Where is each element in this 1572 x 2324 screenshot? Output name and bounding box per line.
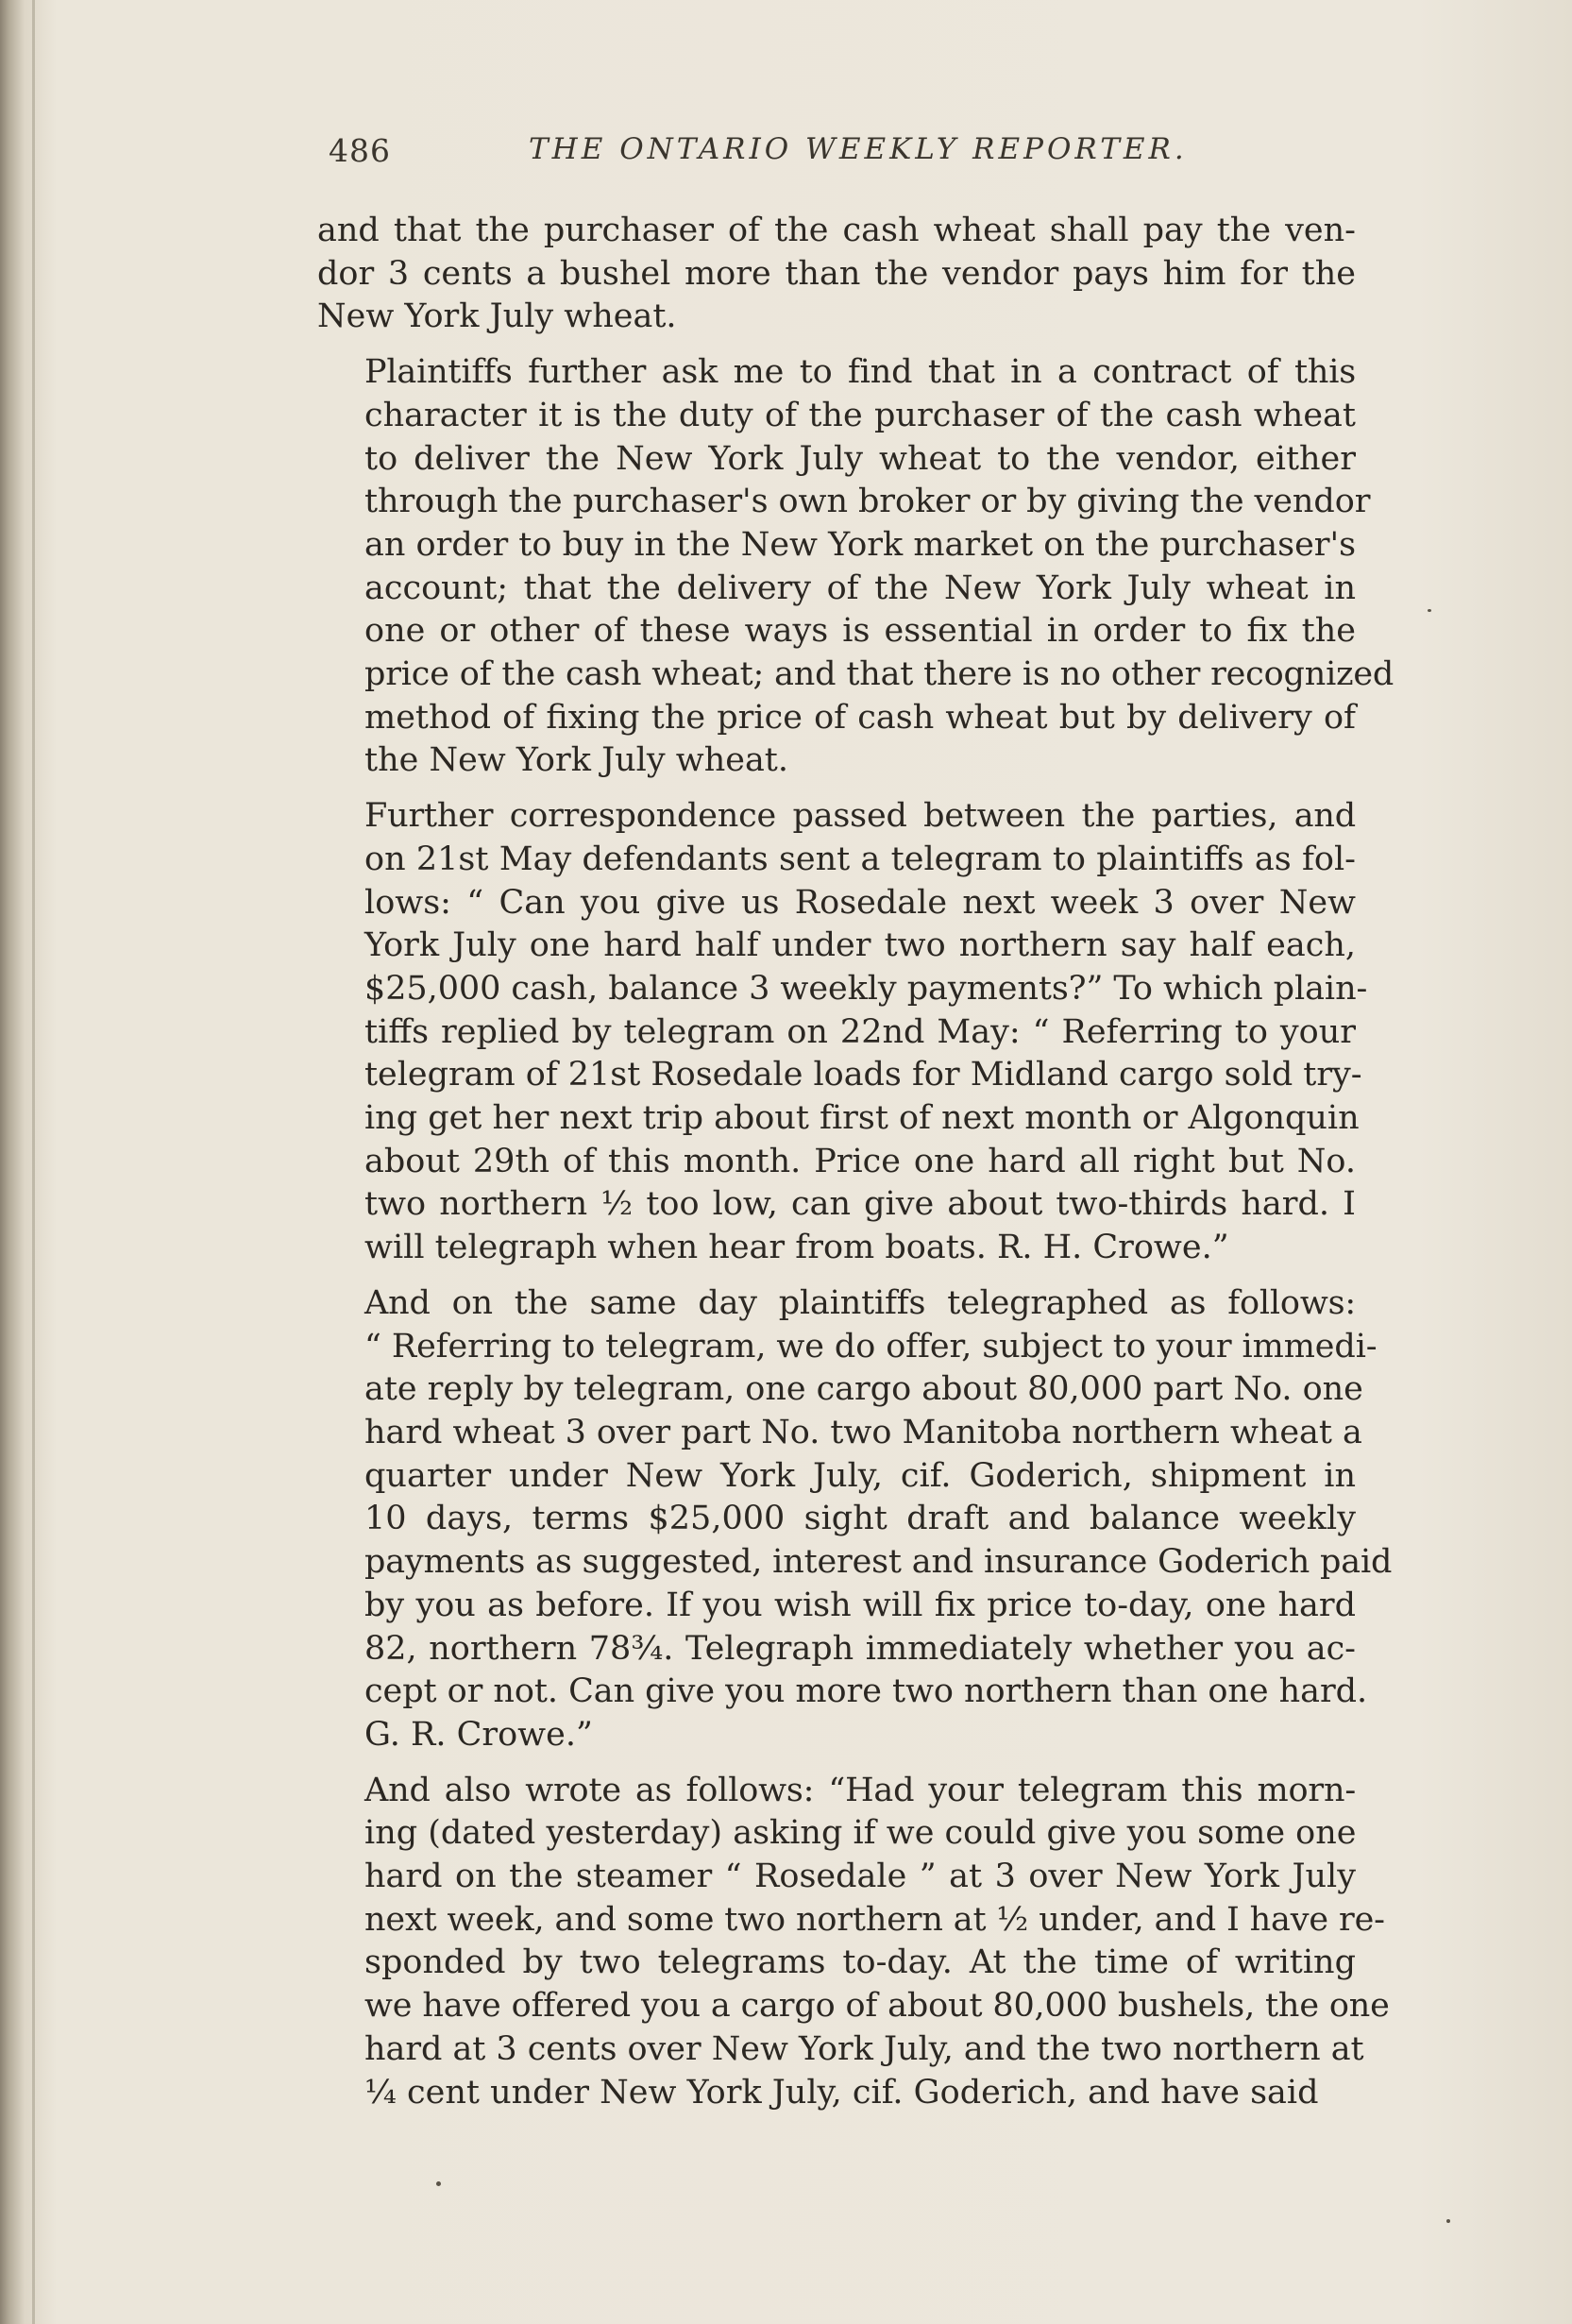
text-line: And also wrote as follows: “Had your telegram this morn- [364,1771,1356,1809]
text-line: and that the purchaser of the cash wheat shall pay the ven- [317,212,1356,249]
text-line: to deliver the New York July wheat to the vendor, either [364,439,1356,478]
running-title: THE ONTARIO WEEKLY REPORTER. [529,132,1188,166]
text-line: method of fixing the price of cash wheat but by delivery of [364,698,1356,737]
text-line: on 21st May defendants sent a telegram to plaintiffs as fol- [364,840,1356,878]
text-line: tiffs replied by telegram on 22nd May: “ Referring to your [364,1012,1356,1051]
text-line: “ Referring to telegram, we do offer, subject to your immedi- [364,1327,1378,1366]
text-line: an order to buy in the New York market on the purchaser's [364,525,1357,564]
text-line: character it is the duty of the purchaser of the cash wheat [364,396,1356,434]
text-line: hard at 3 cents over New York July, and the two northern at [364,2029,1364,2068]
text-line: hard on the steamer “ Rosedale ” at 3 over New York July [364,1858,1356,1896]
text-line: account; that the delivery of the New York July wheat in [364,568,1356,607]
text-line: Plaintiffs further ask me to find that in a contract of this [364,353,1356,392]
text-line: dor 3 cents a bushel more than the vendor pays him for the [317,254,1356,293]
paragraph [317,795,1368,1270]
print-speck [1446,2219,1450,2223]
paragraph [317,1282,1393,1757]
text-line: payments as suggested, interest and insurance Goderich paid [364,1543,1393,1582]
text-line: 82, northern 78¾. Telegraph immediately whether you ac- [364,1629,1356,1668]
text-line: the New York July wheat. [364,741,789,780]
text-line: price of the cash wheat; and that there is no other recognized [364,655,1395,694]
text-line: by you as before. If you wish will fix price to-day, one hard [364,1586,1356,1624]
binding-gutter [32,0,35,2324]
text-line: ing get her next trip about first of next month or Algonquin [364,1099,1360,1138]
paragraph [317,1770,1390,2115]
text-line: sponded by two telegrams to-day. At the time of writing [364,1943,1356,1982]
page-number: 486 [329,132,391,169]
text-line: ¼ cent under New York July, cif. Goderich, and have said [364,2073,1319,2112]
print-speck [436,2181,441,2186]
text-line: ing (dated yesterday) asking if we could give you some one [364,1814,1357,1853]
text-line: telegram of 21st Rosedale loads for Midland cargo sold try- [364,1056,1362,1094]
text-line: York July one hard half under two northern say half each, [364,926,1356,965]
paragraph [317,210,1356,339]
text-line: we have offered you a cargo of about 80,000 bushels, the one [364,1987,1390,2026]
text-line: lows: “ Can you give us Rosedale next week 3 over New [364,883,1356,922]
text-line: will telegraph when hear from boats. R. H. Crowe.” [364,1229,1229,1267]
text-line: 10 days, terms $25,000 sight draft and balance weekly [364,1500,1356,1538]
text-line: about 29th of this month. Price one hard all right but No. [364,1142,1356,1180]
print-speck [1428,609,1431,612]
text-line: New York July wheat. [317,297,677,336]
text-line: through the purchaser's own broker or by giving the vendor [364,483,1371,521]
text-line: G. R. Crowe.” [364,1715,593,1754]
text-line: $25,000 cash, balance 3 weekly payments?” To which plain- [364,969,1368,1008]
running-header [329,132,1386,179]
paragraph [317,351,1395,783]
body-text [317,210,1395,2127]
text-line: two northern ½ too low, can give about two-thirds hard. I [364,1185,1356,1224]
text-line: Further correspondence passed between the parties, and [364,797,1356,836]
text-line: hard wheat 3 over part No. two Manitoba northern wheat a [364,1413,1362,1451]
text-line: next week, and some two northern at ½ under, and I have re- [364,1900,1385,1939]
text-line: And on the same day plaintiffs telegraphed as follows: [364,1283,1356,1322]
text-line: one or other of these ways is essential in order to fix the [364,612,1356,651]
text-line: cept or not. Can give you more two northern than one hard. [364,1672,1368,1711]
text-line: quarter under New York July, cif. Goderich, shipment in [364,1456,1356,1495]
text-line: ate reply by telegram, one cargo about 80,000 part No. one [364,1370,1363,1409]
